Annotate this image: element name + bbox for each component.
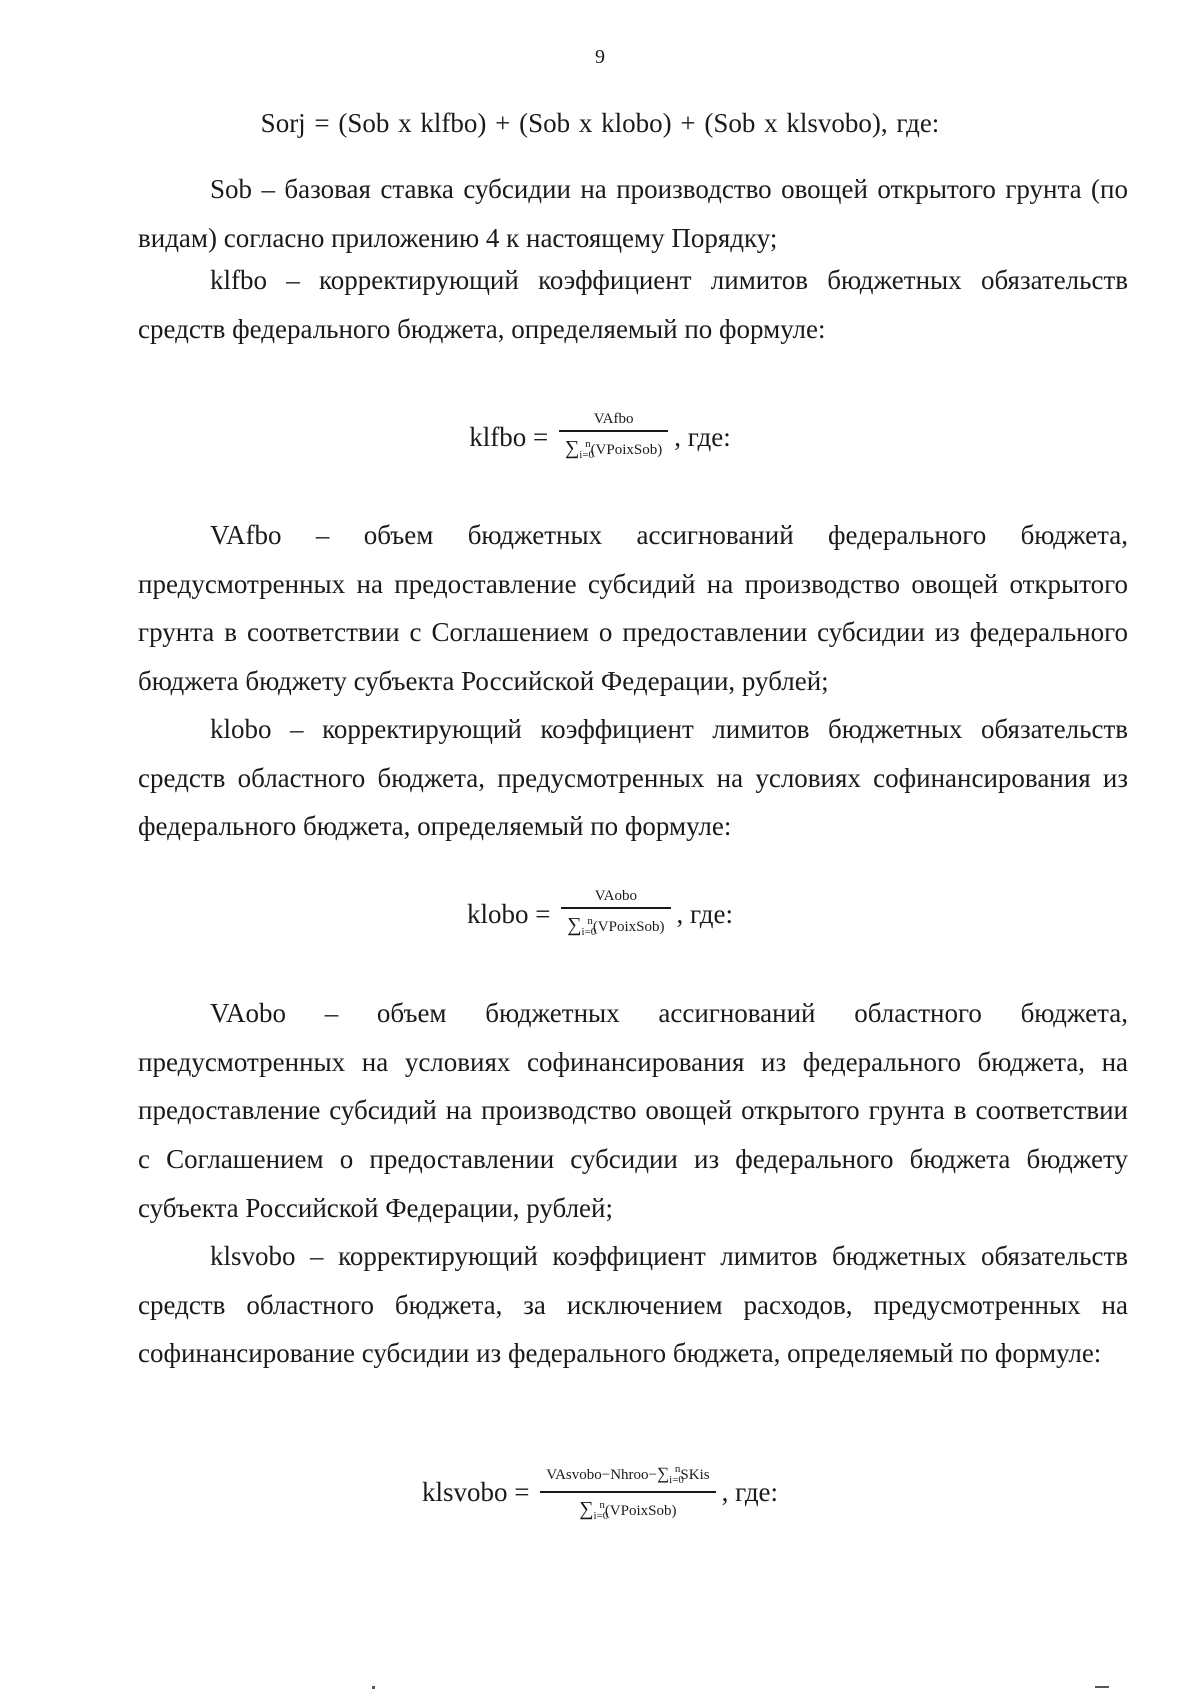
sum-lower-limit: i=0: [593, 1509, 609, 1522]
formula-klsvobo-lhs: klsvobo =: [421, 1477, 537, 1508]
scan-artifact: [372, 1686, 375, 1689]
formula-klfbo-suffix: , где:: [674, 421, 731, 452]
formula-klfbo: [0, 410, 1200, 465]
paragraph-klfbo: klfbo – корректирующий коэффициент лимитов бюджетных обязательств средств федерального бюджета, определяемый по формуле:: [138, 265, 1128, 344]
paragraph-klsvobo: klsvobo – корректирующий коэффициент лимитов бюджетных обязательств средств областного бюджета, за исключением расходов, предусмотренных на софинансирование субсидии из федерального бюджета, определяемый по формуле:: [138, 1241, 1128, 1369]
paragraph-vaobo: VAobo – объем бюджетных ассигнований областного бюджета, предусмотренных на условиях софинансирования из федерального бюджета, на предоставление субсидий на производство овощей открытого грунта в соответствии с Соглашением о предоставлении субсидии из федерального бюджета бюджету субъекта Российской Федерации, рублей;: [138, 998, 1128, 1223]
formula-klfbo-denominator: [559, 432, 668, 465]
formula-klfbo-lhs: klfbo =: [469, 421, 556, 452]
scan-artifact: [1095, 1686, 1109, 1688]
formula-klsvobo-denominator: [573, 1493, 682, 1526]
sum-upper-limit: n: [585, 437, 591, 450]
sum-lower-limit: i=0: [579, 448, 595, 461]
formula-klobo-lhs: klobo =: [467, 898, 558, 929]
denominator-body: (VPoixSob): [590, 441, 663, 458]
main-formula: Sorj = (Sob x klfbo) + (Sob x klobo) + (Sob x klsvobo), где:: [260, 108, 940, 138]
formula-klfbo-numerator: VAfbo: [593, 411, 634, 427]
formula-klobo-fraction: [561, 887, 670, 942]
sum-lower-limit: i=0: [669, 1474, 684, 1486]
formula-klfbo-fraction: [559, 410, 668, 465]
paragraph-sob: Sob – базовая ставка субсидии на производство овощей открытого грунта (по видам) согласно приложению 4 к настоящему Порядку;: [138, 174, 1128, 253]
sum-upper-limit: n: [674, 1463, 681, 1475]
sum-symbol: ∑: [565, 436, 580, 459]
numerator-body: SKis: [680, 1467, 710, 1483]
formula-klobo-suffix: , где:: [676, 898, 733, 929]
formula-klsvobo-fraction: [540, 1460, 715, 1526]
formula-klobo: [0, 887, 1200, 942]
paragraph-klobo: klobo – корректирующий коэффициент лимитов бюджетных обязательств средств областного бюджета, предусмотренных на условиях софинансирования из федерального бюджета, определяемый по формуле:: [138, 714, 1128, 842]
formula-klsvobo: [0, 1460, 1200, 1526]
sum-symbol: ∑: [579, 1497, 594, 1520]
formula-klsvobo-numerator: [540, 1460, 715, 1491]
denominator-body: (VPoixSob): [592, 918, 665, 935]
formula-klobo-denominator: [561, 909, 670, 942]
formula-klsvobo-suffix: , где:: [721, 1477, 779, 1508]
page-number: 9: [595, 46, 605, 68]
formula-klobo-numerator: VAobo: [594, 888, 637, 904]
paragraph-vafbo: VAfbo – объем бюджетных ассигнований федерального бюджета, предусмотренных на предоставление субсидий на производство овощей открытого грунта в соответствии с Соглашением о предоставлении субсидии из федерального бюджета бюджету субъекта Российской Федерации, рублей;: [138, 520, 1128, 697]
denominator-body: (VPoixSob): [604, 1502, 677, 1519]
numerator-prefix: VAsvobo−Nhroo−: [546, 1467, 658, 1483]
sum-upper-limit: n: [599, 1498, 605, 1511]
sum-symbol: ∑: [657, 1464, 670, 1483]
sum-upper-limit: n: [587, 914, 593, 927]
sum-symbol: ∑: [567, 913, 582, 936]
sum-lower-limit: i=0: [581, 925, 597, 938]
